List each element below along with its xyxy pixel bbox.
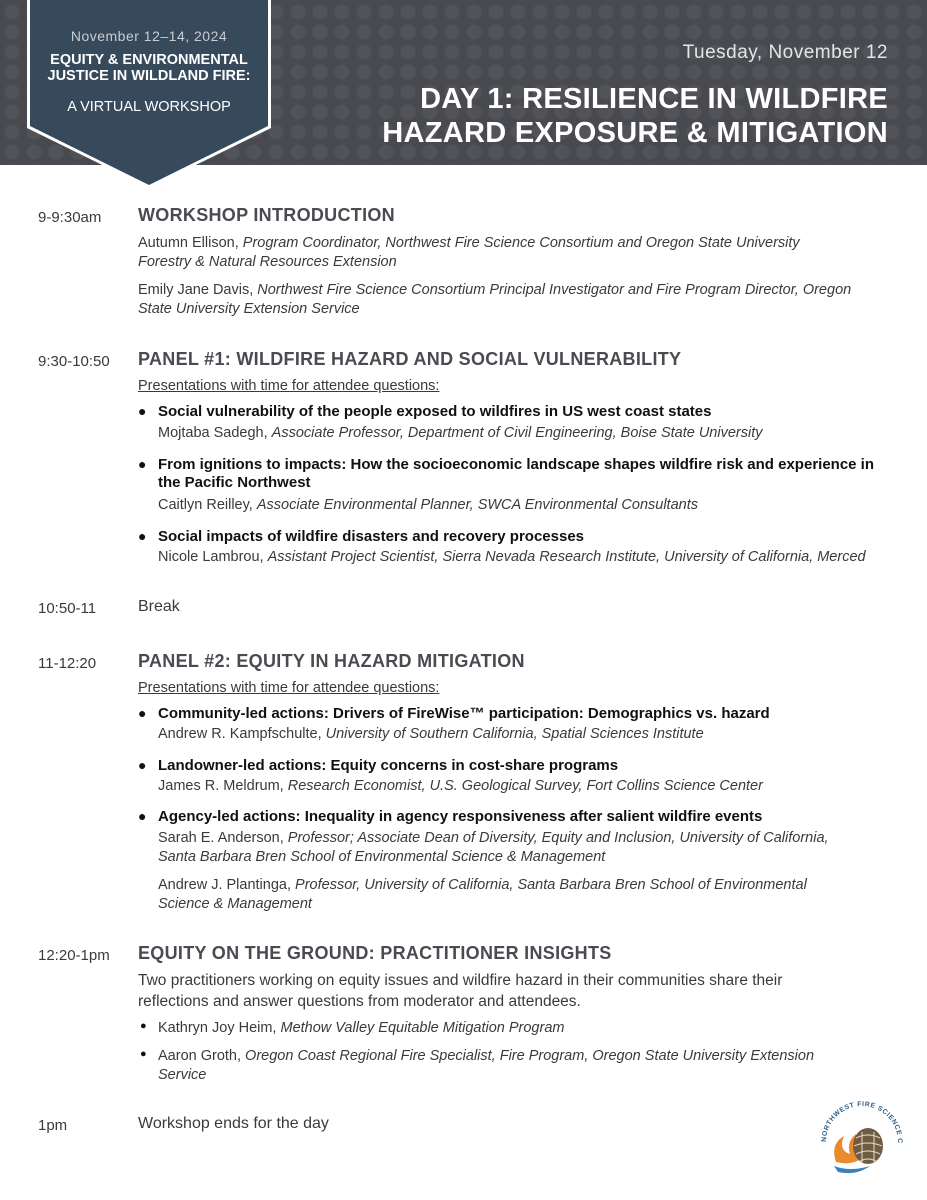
section-title-panel2: PANEL #2: EQUITY IN HAZARD MITIGATION [138, 651, 525, 671]
speaker-intro-1-cont: Forestry & Natural Resources Extension [138, 254, 397, 270]
panel1-subtitle: Presentations with time for attendee questions: [138, 378, 440, 394]
svg-text:NORTHWEST FIRE SCIENCE CONSORT: NORTHWEST FIRE SCIENCE C [820, 1100, 904, 1144]
day-title: DAY 1: RESILIENCE IN WILDFIRE HAZARD EXPOSURE & MITIGATION [382, 83, 888, 149]
section-title-ground: EQUITY ON THE GROUND: PRACTITIONER INSIGHTS [138, 943, 612, 963]
bullet-icon: ● [138, 403, 147, 419]
bullet-icon: ● [138, 528, 147, 544]
talk-title: Social vulnerability of the people exposed to wildfires in US west coast states [158, 403, 712, 420]
bullet-icon: ● [138, 456, 147, 472]
bullet-icon: ● [140, 1020, 147, 1032]
practitioner: Aaron Groth, Oregon Coast Regional Fire Specialist, Fire Program, Oregon State University Extension [158, 1048, 815, 1064]
section-title-intro: WORKSHOP INTRODUCTION [138, 205, 395, 225]
practitioner: Kathryn Joy Heim, Methow Valley Equitable Mitigation Program [158, 1020, 565, 1036]
talk-speaker-cont: Santa Barbara Bren School of Environmental Science & Management [158, 849, 606, 865]
event-subtitle: A VIRTUAL WORKSHOP [67, 99, 231, 115]
talk-title: Community-led actions: Drivers of FireWise™ participation: Demographics vs. hazard [158, 705, 770, 722]
bullet-icon: ● [138, 705, 147, 721]
section-title-panel1: PANEL #1: WILDFIRE HAZARD AND SOCIAL VULNERABILITY [138, 349, 682, 369]
talk-title: From ignitions to impacts: How the socioeconomic landscape shapes wildfire risk and experience in the Pacific Northwest [158, 456, 875, 491]
time-end: 1pm [38, 1117, 68, 1134]
time-break: 10:50-11 [38, 600, 97, 617]
talk-title: Agency-led actions: Inequality in agency responsiveness after salient wildfire events [158, 808, 763, 825]
talk-speaker-2-cont: Science & Management [158, 896, 312, 912]
panel2-subtitle: Presentations with time for attendee questions: [138, 680, 440, 696]
time-panel1: 9:30-10:50 [38, 353, 110, 370]
nwfsc-logo [816, 1092, 908, 1184]
speaker-intro-1: Autumn Ellison, Program Coordinator, Northwest Fire Science Consortium and Oregon State University [138, 235, 800, 251]
time-intro: 9-9:30am [38, 209, 102, 226]
speaker-intro-2: Emily Jane Davis, Northwest Fire Science Consortium Principal Investigator and Fire Program Director, Oregon [138, 282, 852, 298]
talk-title: Landowner-led actions: Equity concerns in cost-share programs [158, 757, 619, 774]
end-label: Workshop ends for the day [138, 1115, 329, 1132]
pinecone-flame-icon [816, 1092, 908, 1184]
bullet-icon: ● [138, 808, 147, 824]
talk-speaker: Nicole Lambrou, Assistant Project Scientist, Sierra Nevada Research Institute, University of California, Merced [158, 549, 866, 565]
event-banner [27, 0, 271, 188]
bullet-icon: ● [138, 757, 147, 773]
ground-description: Two practitioners working on equity issues and wildfire hazard in their communities share their [138, 972, 783, 989]
day-date: Tuesday, November 12 [682, 42, 888, 63]
bullet-icon: ● [140, 1048, 147, 1060]
talk-title: Social impacts of wildfire disasters and recovery processes [158, 528, 585, 545]
talk-speaker: Sarah E. Anderson, Professor; Associate Dean of Diversity, Equity and Inclusion, University of California, [158, 830, 829, 846]
event-title: EQUITY & ENVIRONMENTAL JUSTICE IN WILDLAND FIRE: [47, 52, 251, 84]
speaker-intro-2-cont: State University Extension Service [138, 301, 360, 317]
practitioner-cont: Service [158, 1067, 207, 1083]
break-label: Break [138, 598, 180, 615]
talk-speaker: Caitlyn Reilley, Associate Environmental Planner, SWCA Environmental Consultants [158, 497, 698, 513]
time-panel2: 11-12:20 [38, 655, 97, 672]
event-dates: November 12–14, 2024 [70, 28, 228, 44]
time-ground: 12:20-1pm [38, 947, 110, 964]
talk-speaker: Andrew R. Kampfschulte, University of Southern California, Spatial Sciences Institute [158, 726, 704, 742]
talk-speaker-2: Andrew J. Plantinga, Professor, University of California, Santa Barbara Bren School of Environmental [158, 877, 807, 893]
talk-speaker: James R. Meldrum, Research Economist, U.S. Geological Survey, Fort Collins Science Center [158, 778, 763, 794]
talk-speaker: Mojtaba Sadegh, Associate Professor, Department of Civil Engineering, Boise State University [158, 425, 763, 441]
ground-description-cont: reflections and answer questions from moderator and attendees. [138, 993, 581, 1010]
